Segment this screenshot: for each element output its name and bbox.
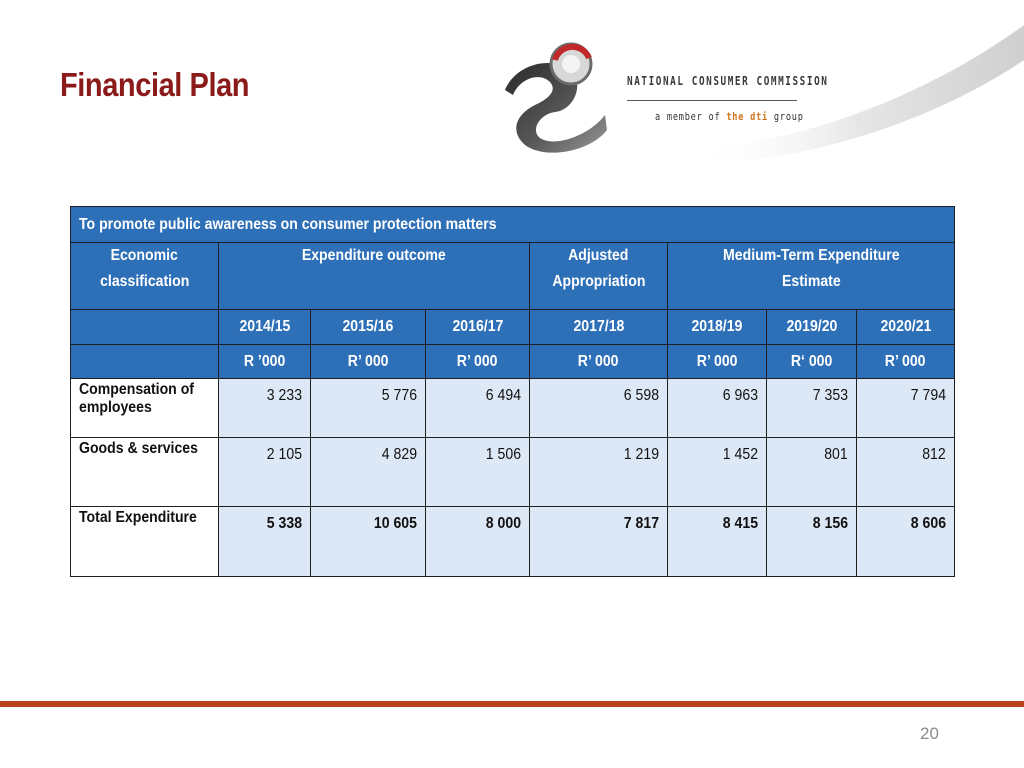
logo-divider [627, 100, 797, 101]
financial-plan-table [70, 206, 955, 577]
row-label: Goods & services [71, 438, 219, 507]
header-mtef: Medium-Term Expenditure Estimate [668, 243, 955, 310]
value-cell: 4 829 [311, 438, 426, 507]
ncc-logo [495, 20, 1024, 170]
value-cell: 1 506 [426, 438, 530, 507]
table-row-goods-services [71, 438, 955, 507]
value-cell: 8 606 [857, 507, 955, 577]
header-economic-classification: Economic classification [71, 243, 219, 310]
header-expenditure-outcome: Expenditure outcome [219, 243, 530, 310]
value-cell: 6 494 [426, 379, 530, 438]
footer-bar [0, 701, 1024, 707]
value-cell: 6 963 [668, 379, 767, 438]
value-cell: 1 219 [530, 438, 668, 507]
value-cell: 8 415 [668, 507, 767, 577]
table-row-compensation [71, 379, 955, 438]
value-cell: 8 156 [767, 507, 857, 577]
unit-cell: R’ 000 [426, 345, 530, 379]
years-empty-cell [71, 310, 219, 345]
year-cell: 2019/20 [767, 310, 857, 345]
year-cell: 2020/21 [857, 310, 955, 345]
year-cell: 2014/15 [219, 310, 311, 345]
unit-cell: R‘ 000 [767, 345, 857, 379]
year-cell: 2015/16 [311, 310, 426, 345]
table-header-row [71, 243, 955, 310]
logo-tagline: a member of the dti group [655, 110, 804, 123]
value-cell: 6 598 [530, 379, 668, 438]
value-cell: 5 338 [219, 507, 311, 577]
value-cell: 3 233 [219, 379, 311, 438]
value-cell: 7 353 [767, 379, 857, 438]
value-cell: 10 605 [311, 507, 426, 577]
row-label: Total Expenditure [71, 507, 219, 577]
year-cell: 2016/17 [426, 310, 530, 345]
logo-brand-dti: the dti [726, 110, 768, 123]
unit-cell: R’ 000 [668, 345, 767, 379]
value-cell: 1 452 [668, 438, 767, 507]
value-cell: 7 794 [857, 379, 955, 438]
page-number: 20 [920, 724, 939, 743]
table-years-row [71, 310, 955, 345]
table-row-total [71, 507, 955, 577]
table-banner: To promote public awareness on consumer protection matters [71, 207, 955, 243]
logo-swoosh-icon [495, 20, 1024, 170]
year-cell: 2017/18 [530, 310, 668, 345]
unit-cell: R’ 000 [311, 345, 426, 379]
table-units-row [71, 345, 955, 379]
row-label: Compensation of employees [71, 379, 219, 438]
year-cell: 2018/19 [668, 310, 767, 345]
unit-cell: R’ 000 [530, 345, 668, 379]
value-cell: 7 817 [530, 507, 668, 577]
value-cell: 812 [857, 438, 955, 507]
value-cell: 8 000 [426, 507, 530, 577]
value-cell: 801 [767, 438, 857, 507]
unit-cell: R’ 000 [857, 345, 955, 379]
header-adjusted-appropriation: Adjusted Appropriation [530, 243, 668, 310]
value-cell: 5 776 [311, 379, 426, 438]
logo-org-name: NATIONAL CONSUMER COMMISSION [627, 74, 829, 88]
unit-cell: R ’000 [219, 345, 311, 379]
value-cell: 2 105 [219, 438, 311, 507]
units-empty-cell [71, 345, 219, 379]
page-title: Financial Plan [60, 66, 250, 103]
table-banner-row [71, 207, 955, 243]
